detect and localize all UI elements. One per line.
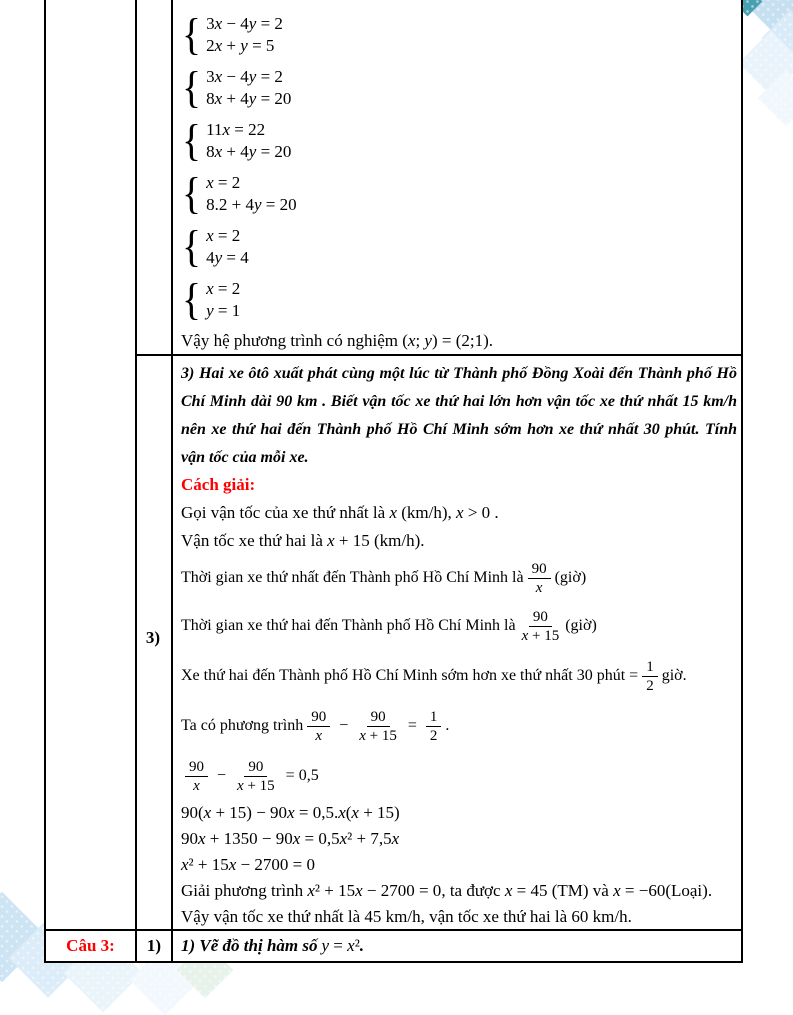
step-text: Vận tốc xe thứ hai là [181, 531, 328, 550]
fraction-denominator: x + 15 [359, 727, 397, 744]
solution-equation-expanded: 90(x + 15) − 90x = 0,5.x(x + 15) [181, 803, 400, 822]
fraction-denominator: x + 15 [521, 627, 560, 644]
conclusion-period: . [488, 331, 494, 350]
step-text: Ta có phương trình [181, 717, 304, 734]
step-math: = 0,5 [285, 767, 319, 784]
left-brace-icon: { [182, 222, 202, 271]
fraction [357, 708, 399, 745]
row3-exercise-text [173, 931, 737, 961]
equation-line: 11x = 22 [206, 120, 266, 139]
solution-equation-simplified: 90x + 1350 − 90x = 0,5x² + 7,5x [181, 829, 400, 848]
exercise-text: 1) Vẽ đồ thị hàm số [181, 936, 318, 955]
step-text: Giải phương trình [181, 881, 308, 900]
fraction [307, 708, 330, 745]
equation-line: 8x + 4y = 20 [206, 142, 292, 161]
equation-system-6 [181, 277, 737, 323]
fraction-numerator: 90 [185, 758, 208, 777]
equation-line: x = 2 [206, 279, 241, 298]
solution-step-5 [181, 654, 737, 698]
equation-line: y = 1 [206, 301, 241, 320]
solution-heading: Cách giải: [181, 475, 256, 494]
step-text: giờ. [661, 667, 687, 684]
fraction [528, 560, 551, 597]
step-math: x [389, 503, 397, 522]
fraction [235, 758, 277, 795]
fraction-numerator: 1 [426, 708, 442, 727]
fraction [642, 658, 658, 695]
equation-system-1 [181, 12, 737, 58]
step-text: (Loại). [665, 881, 713, 900]
problem-statement: 3) Hai xe ôtô xuất phát cùng một lúc từ Thành phố Đồng Xoài đến Thành phố Hồ Chí Minh dài 90 km . Biết vận tốc xe thứ hai lớn hơn vận tốc xe thứ nhất 15 km/h nên xe thứ hai đến Thành phố Hồ Chí Minh sớm hơn xe thứ nhất 30 phút. Tính vận tốc của mỗi xe. [181, 365, 737, 466]
exercise-period: . [359, 936, 365, 955]
equation-line: 3x − 4y = 2 [206, 67, 283, 86]
fraction-denominator: 2 [429, 727, 438, 744]
solution-conclusion: Vậy vận tốc xe thứ nhất là 45 km/h, vận tốc xe thứ hai là 60 km/h. [181, 907, 632, 926]
solution-equation-setup [181, 704, 737, 748]
table-row-divider-1 [135, 354, 741, 356]
left-brace-icon: { [182, 169, 202, 218]
step-text: Xe thứ hai đến Thành phố Hồ Chí Minh sớm hơn xe thứ nhất 30 phút = [181, 667, 639, 684]
solution-step-4 [181, 604, 737, 648]
step-math: x² + 15x − 2700 = 0 [307, 881, 442, 900]
left-brace-icon: { [182, 10, 202, 59]
fraction-numerator: 90 [367, 708, 390, 727]
equation-system-5 [181, 224, 737, 270]
equation-system-2 [181, 65, 737, 111]
fraction-numerator: 90 [528, 560, 551, 579]
step-text: (km/h). [369, 531, 425, 550]
fraction-numerator: 90 [244, 758, 267, 777]
row1-conclusion [181, 330, 737, 352]
step-text: . [490, 503, 499, 522]
conclusion-text: Vậy hệ phương trình có nghiệm [181, 331, 403, 350]
equation-line: x = 2 [206, 226, 241, 245]
question-3-label: Câu 3: [66, 936, 115, 955]
fraction-denominator: x [193, 777, 200, 794]
equals-operator: = [407, 717, 417, 734]
fraction-denominator: x + 15 [237, 777, 275, 794]
table-column-divider-1 [135, 0, 137, 961]
left-brace-icon: { [182, 275, 202, 324]
solution-roots [181, 880, 737, 902]
fraction-numerator: 1 [642, 658, 658, 677]
fraction [520, 608, 562, 645]
step-math: x = 45 [504, 881, 548, 900]
equation-line: 8.2 + 4y = 20 [206, 195, 297, 214]
row2-solution-content [173, 358, 737, 927]
fraction-denominator: 2 [646, 677, 654, 694]
equation-line: 8x + 4y = 20 [206, 89, 292, 108]
fraction [185, 758, 208, 795]
fraction-numerator: 90 [529, 608, 552, 627]
fraction-denominator: x [535, 579, 543, 596]
step-math: x > 0 [456, 503, 491, 522]
step-text: (giờ) [565, 617, 597, 634]
row2-item-label: 3) [145, 628, 161, 647]
step-text: (km/h), [396, 503, 457, 522]
step-text: Thời gian xe thứ hai đến Thành phố Hồ Chí Minh là [181, 617, 516, 634]
row3-item-label: 1) [146, 936, 162, 955]
exercise-math: y = x² [321, 936, 360, 955]
left-brace-icon: { [182, 116, 202, 165]
equation-system-3 [181, 118, 737, 164]
equation-line: x = 2 [206, 173, 241, 192]
fraction [426, 708, 442, 745]
step-math: x = −60 [613, 881, 666, 900]
left-brace-icon: { [182, 63, 202, 112]
step-math: x + 15 [327, 531, 370, 550]
row1-solution-content [173, 4, 737, 352]
step-text: Thời gian xe thứ nhất đến Thành phố Hồ Chí Minh là [181, 569, 524, 586]
step-text: (TM) và [547, 881, 614, 900]
step-text: , ta được [441, 881, 505, 900]
solution-equation-quadratic: x² + 15x − 2700 = 0 [181, 855, 315, 874]
fraction-numerator: 90 [307, 708, 330, 727]
minus-operator: − [339, 717, 349, 734]
equation-line: 2x + y = 5 [206, 36, 275, 55]
solution-equation-decimal [181, 754, 737, 798]
minus-operator: − [217, 767, 227, 784]
solution-table [44, 0, 743, 963]
fraction-denominator: x [315, 727, 323, 744]
equation-line: 4y = 4 [206, 248, 249, 267]
equation-line: 3x − 4y = 2 [206, 14, 283, 33]
step-text: Gọi vận tốc của xe thứ nhất là [181, 503, 390, 522]
solution-step-2 [181, 530, 737, 552]
step-text: . [445, 717, 450, 734]
equation-system-4 [181, 171, 737, 217]
solution-step-1 [181, 502, 737, 524]
solution-step-3 [181, 556, 737, 600]
conclusion-math: (x; y) = (2;1) [402, 331, 489, 350]
step-text: (giờ) [554, 569, 587, 586]
